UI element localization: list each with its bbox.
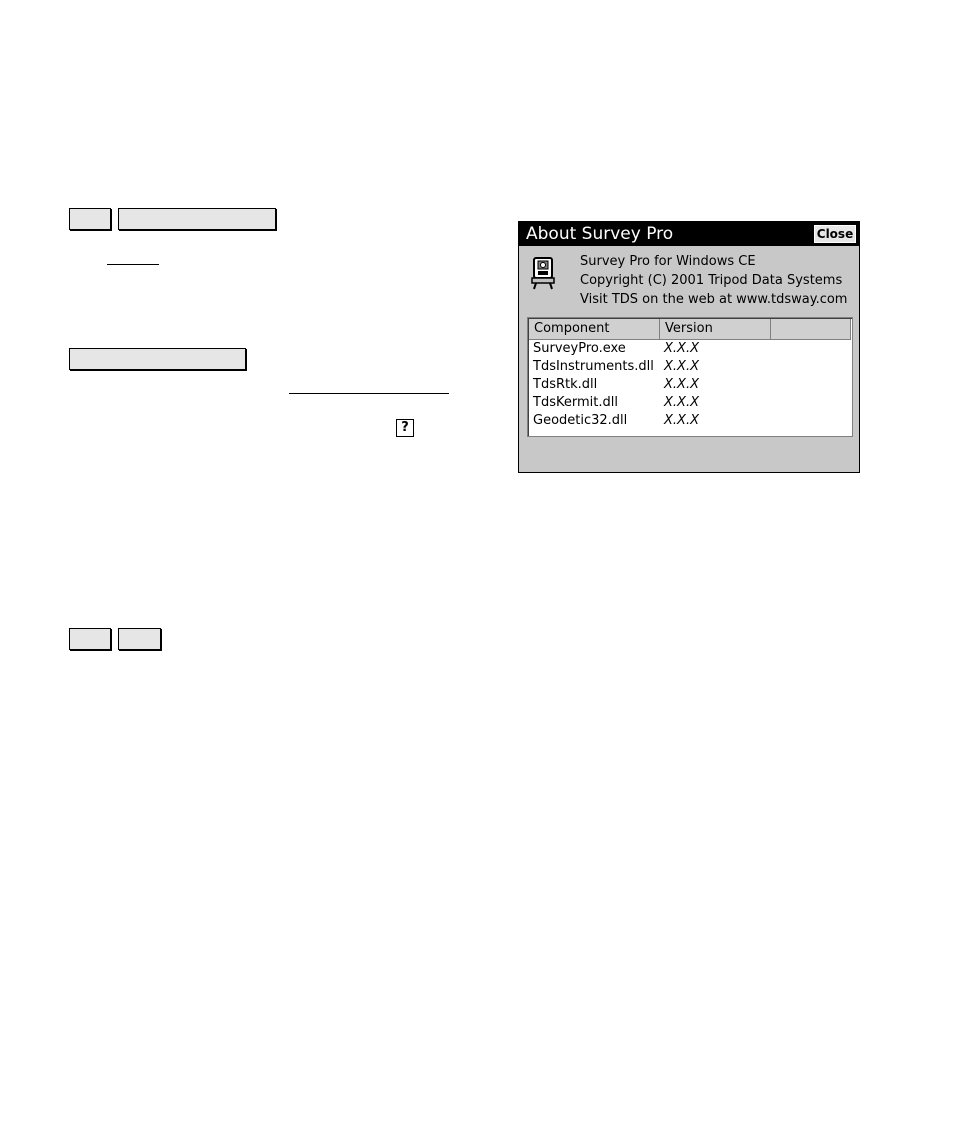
key-box-3: [69, 348, 246, 370]
about-dialog: [518, 221, 860, 473]
component-name: TdsRtk.dll: [533, 377, 598, 392]
key-box-5: [118, 628, 161, 650]
key-box-1: [69, 208, 111, 230]
info-line-copyright: Copyright (C) 2001 Tripod Data Systems: [580, 273, 843, 288]
list-item[interactable]: [529, 412, 851, 430]
info-line-product: Survey Pro for Windows CE: [580, 254, 756, 269]
component-version: X.X.X: [664, 377, 699, 392]
list-item[interactable]: [529, 358, 851, 376]
component-version: X.X.X: [664, 341, 699, 356]
component-name: TdsInstruments.dll: [533, 359, 654, 374]
total-station-icon: [529, 256, 557, 290]
component-version: X.X.X: [664, 395, 699, 410]
component-name: SurveyPro.exe: [533, 341, 626, 356]
help-icon: ?: [396, 419, 414, 437]
component-name: TdsKermit.dll: [533, 395, 618, 410]
list-item[interactable]: [529, 340, 851, 358]
info-line-website: Visit TDS on the web at www.tdsway.com: [580, 292, 848, 307]
list-item[interactable]: [529, 394, 851, 412]
close-button[interactable]: Close: [814, 225, 856, 243]
key-box-2: [118, 208, 276, 230]
component-version: X.X.X: [664, 359, 699, 374]
column-header-version[interactable]: Version: [660, 319, 771, 339]
dialog-title: About Survey Pro: [526, 224, 674, 244]
component-list[interactable]: [527, 317, 853, 437]
component-name: Geodetic32.dll: [533, 413, 628, 428]
list-header: [529, 319, 851, 340]
list-item[interactable]: [529, 376, 851, 394]
underline-2: [289, 393, 449, 394]
dialog-titlebar: [519, 222, 859, 246]
underline-1: [107, 264, 159, 265]
column-header-component[interactable]: Component: [529, 319, 660, 339]
key-box-4: [69, 628, 111, 650]
component-version: X.X.X: [664, 413, 699, 428]
column-header-empty[interactable]: [771, 319, 851, 339]
